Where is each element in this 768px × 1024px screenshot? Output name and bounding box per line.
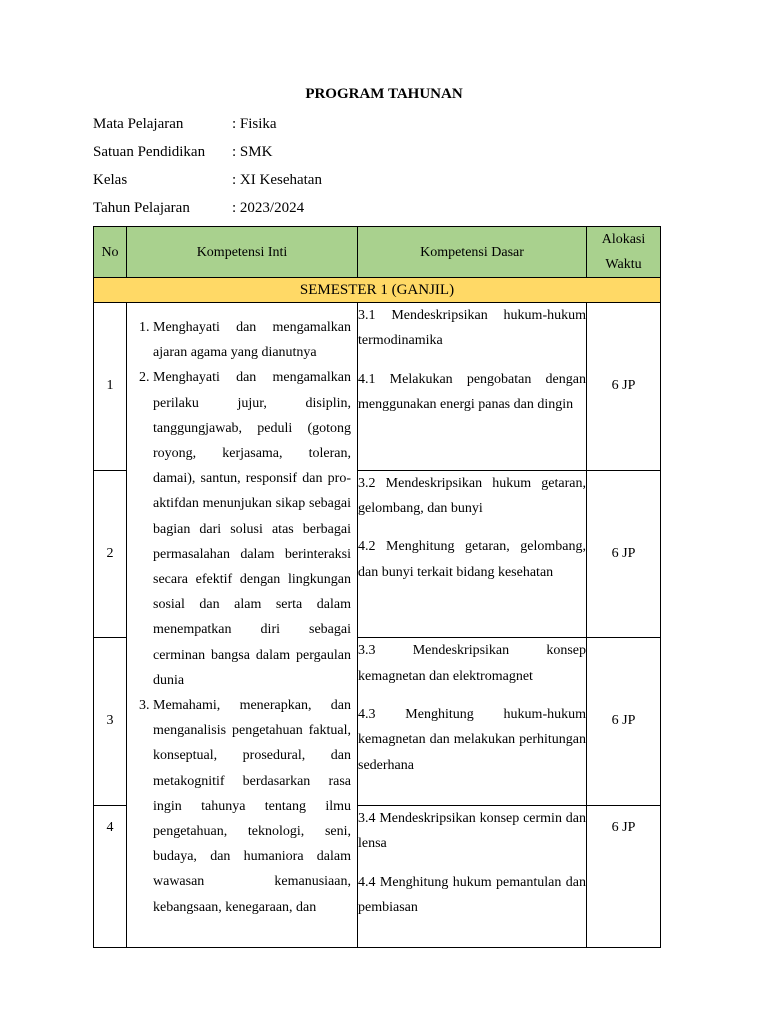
meta-label: Tahun Pelajaran — [93, 200, 190, 216]
semester-row — [94, 278, 661, 303]
kd-item: 4.1 Melakukan pengobatan dengan menggunakan energi panas dan dingin — [358, 371, 586, 413]
meta-label: Satuan Pendidikan — [93, 144, 206, 160]
alokasi-waktu: 6 JP — [587, 805, 661, 947]
meta-value: : 2023/2024 — [232, 200, 305, 216]
kompetensi-dasar-cell — [358, 638, 587, 806]
row-number: 4 — [94, 805, 127, 947]
kd-item: 3.3 Mendeskripsikan konsep kemagnetan dan elektromagnet — [358, 643, 586, 684]
kompetensi-inti-list — [133, 315, 351, 920]
meta-value: : SMK — [232, 144, 273, 160]
kompetensi-inti-item: 1. Menghayati dan mengamalkan ajaran agama yang dianutnya — [153, 315, 351, 365]
meta-row-school — [93, 141, 322, 169]
kd-item: 4.2 Menghitung getaran, gelombang, dan bunyi terkait bidang kesehatan — [358, 539, 586, 580]
table-row — [94, 303, 661, 471]
meta-label: Mata Pelajaran — [93, 116, 184, 132]
meta-value: : Fisika — [232, 116, 277, 132]
meta-value: : XI Kesehatan — [232, 172, 322, 188]
header-alokasi-line1: Alokasi — [601, 232, 646, 247]
kompetensi-dasar-cell — [358, 303, 587, 471]
kompetensi-inti-item: 3. Memahami, menerapkan, dan menganalisis pengetahuan faktual, konseptual, prosedural, dan metakognitif berdasarkan rasa ingin tahunya tentang ilmu pengetahuan, teknologi, seni, budaya, dan humaniora dalam wawasan kemanusiaan, kebangsaan, kenegaraan, dan — [153, 693, 351, 920]
kompetensi-dasar-cell — [358, 470, 587, 638]
document-meta — [93, 113, 322, 225]
meta-row-subject — [93, 113, 322, 141]
meta-label: Kelas — [93, 172, 128, 188]
alokasi-waktu: 6 JP — [587, 638, 661, 806]
alokasi-waktu: 6 JP — [587, 470, 661, 638]
semester-label: SEMESTER 1 (GANJIL) — [94, 278, 661, 303]
row-number: 3 — [94, 638, 127, 806]
kd-item: 4.4 Menghitung hukum pemantulan dan pembiasan — [358, 874, 586, 915]
kd-item: 3.4 Mendeskripsikan konsep cermin dan lensa — [358, 810, 586, 852]
meta-row-class — [93, 169, 322, 197]
row-number: 1 — [94, 303, 127, 471]
header-no: No — [94, 227, 127, 278]
header-alokasi-waktu — [587, 227, 661, 278]
kompetensi-inti-cell — [127, 303, 358, 948]
header-kompetensi-dasar: Kompetensi Dasar — [358, 227, 587, 278]
kd-item: 4.3 Menghitung hukum-hukum kemagnetan dan melakukan perhitungan sederhana — [358, 707, 586, 773]
meta-row-year — [93, 197, 322, 225]
table-header-row — [94, 227, 661, 278]
page-title: PROGRAM TAHUNAN — [305, 86, 463, 102]
header-alokasi-line2: Waktu — [605, 257, 642, 272]
alokasi-waktu: 6 JP — [587, 303, 661, 471]
row-number: 2 — [94, 470, 127, 638]
kompetensi-inti-item: 2. Menghayati dan mengamalkan perilaku jujur, disiplin, tanggungjawab, peduli (gotong royong, kerjasama, toleran, damai), santun, responsif dan pro-aktifdan menunjukan sikap sebagai bagian dari solusi atas berbagai permasalahan dalam berinteraksi secara efektif dengan lingkungan sosial dan alam serta dalam menempatkan diri sebagai cerminan bangsa dalam pergaulan dunia — [153, 365, 351, 693]
kompetensi-dasar-cell — [358, 805, 587, 947]
kd-item: 3.1 Mendeskripsikan hukum-hukum termodinamika — [358, 308, 586, 349]
header-kompetensi-inti: Kompetensi Inti — [127, 227, 358, 278]
program-table — [93, 226, 661, 948]
kd-item: 3.2 Mendeskripsikan hukum getaran, gelombang, dan bunyi — [358, 475, 586, 516]
